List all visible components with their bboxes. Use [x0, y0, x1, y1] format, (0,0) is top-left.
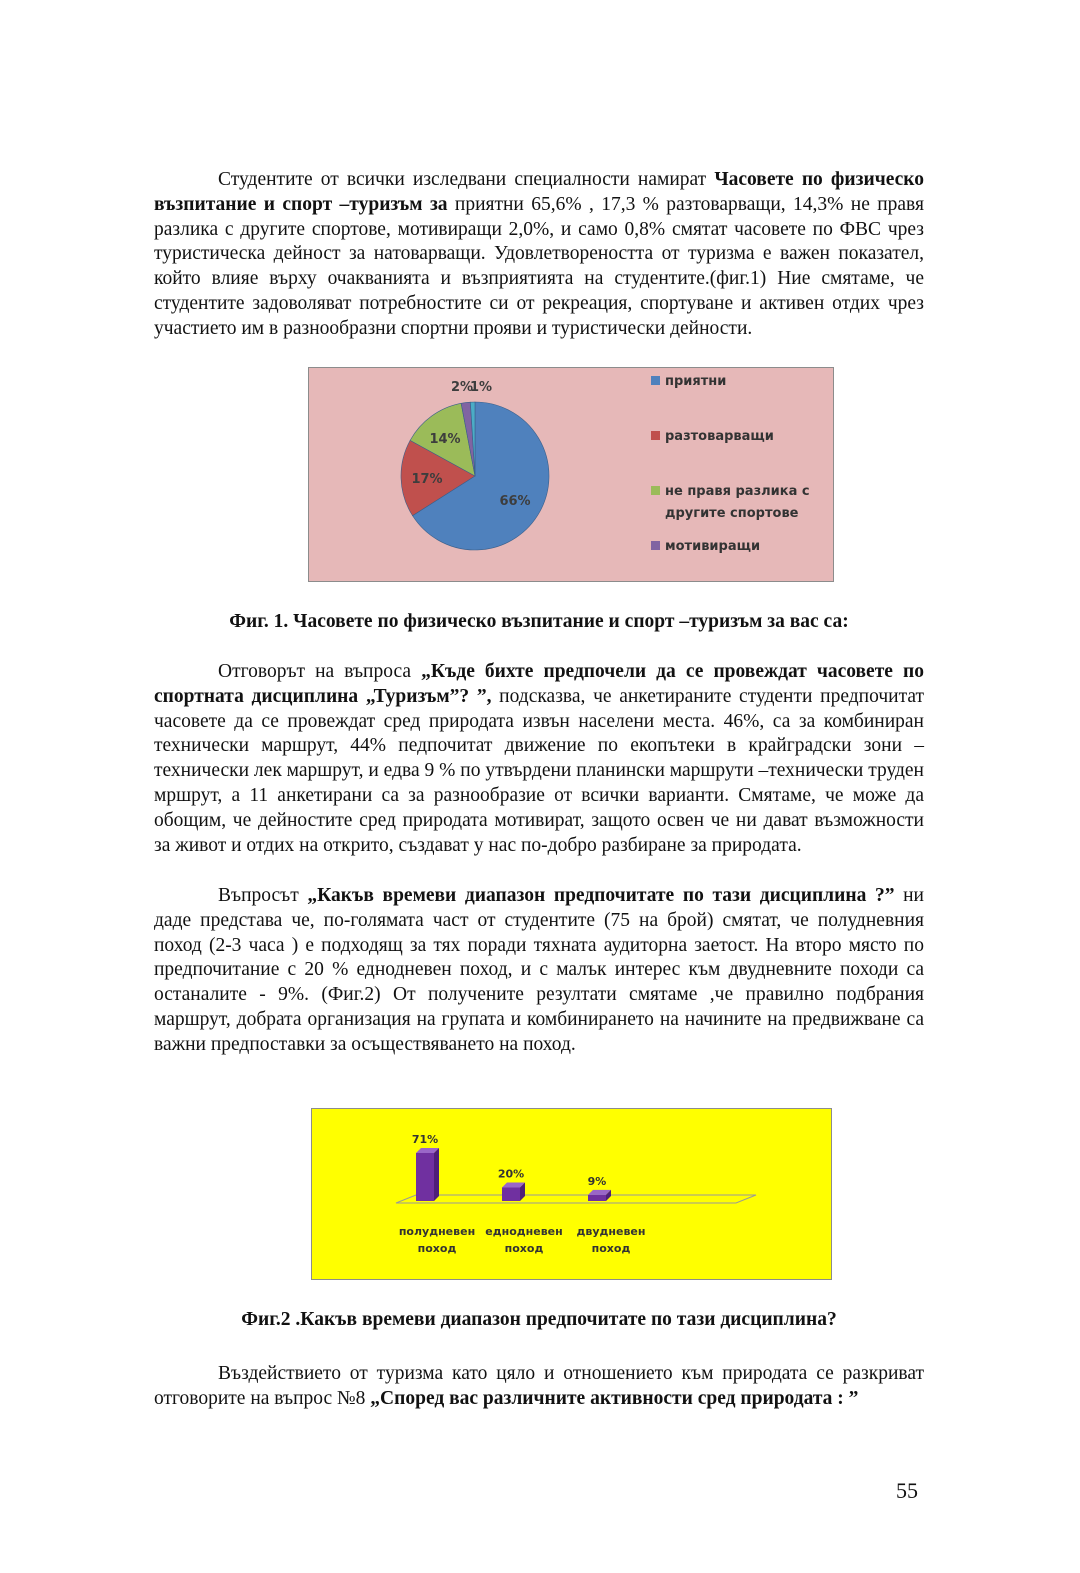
figure-2-bar-chart [311, 1108, 832, 1280]
paragraph-2-text-a: Отговорът на въпроса [218, 661, 422, 682]
paragraph-3-text-b: ни даде представа че, по-голямата част от студентите (75 на брой) смятат, че полудневния поход (2-3 часа ) е подходящ за тях поради тяхната аудиторна заетост. На второ място по предпочитание с 20 % еднодневен поход, и с малък интерес към двудневните походи са останалите - 9%. (Фиг.2) От получените резултати смятаме ,че правилно подбрания маршрут, добрата организация на групата и комбинирането на начините на предвижване са важни предпоставки за осъществяването на поход. [154, 885, 924, 1055]
pie-data-label: 14% [429, 432, 461, 447]
legend-label: мотивиращи [665, 539, 761, 554]
bar-category-label: двудневен [576, 1225, 646, 1238]
paragraph-3-text-a: Въпросът [218, 885, 308, 906]
bar-front [588, 1195, 606, 1201]
paragraph-1 [154, 168, 924, 342]
figure-1-caption: Фиг. 1. Часовете по физическо възпитание и спорт –туризъм за вас са: [229, 611, 849, 632]
paragraph-3 [154, 884, 924, 1058]
bar-category-label: поход [504, 1242, 544, 1255]
pie-chart-svg [309, 368, 833, 581]
bar-category-label: поход [417, 1242, 457, 1255]
paragraph-2-text-b: подсказва, че анкетираните студенти предпочитат часовете да се провеждат сред природата извън населени места. 46%, са за комбиниран технически маршрут, 44% педпочитат движение по екопътеки в крайградски зони – технически лек маршрут, и едва 9 % по утвърдени планински маршрути –технически труден мршрут, а 11 анкетирани са за разнообразие от всички варианти. Смятаме, че може да обощим, че дейностите сред природата мотивират, защото освен че ни дават възможности за живот и отдих на открито, създават у нас по-добро разбиране за природата. [154, 685, 924, 856]
paragraph-1-text-a: Студентите от всички изследвани специалности намират [218, 169, 715, 190]
figure-2-caption: Фиг.2 .Какъв времеви диапазон предпочитате по тази дисциплина? [241, 1309, 837, 1330]
paragraph-3-bold: „Какъв времеви диапазон предпочитате по тази дисциплина ?” [307, 885, 895, 906]
legend-swatch [651, 431, 660, 440]
paragraph-2-bold: „Къде бихте предпочели да се провеждат часовете по спортната дисциплина „Туризъм”? ”, [154, 661, 924, 707]
legend-label: приятни [665, 374, 727, 389]
chart-floor [396, 1195, 756, 1203]
bar-side [434, 1148, 439, 1201]
bar-front [502, 1187, 520, 1201]
bar-front [416, 1153, 434, 1201]
paragraph-4 [154, 1362, 924, 1412]
bar-category-label: полудневен [398, 1225, 476, 1238]
paragraph-4-text-a: Въздействието от туризма като цяло и отношението към природата се разкриват отговорите на въпрос №8 [154, 1363, 924, 1409]
bar-category-label: поход [591, 1242, 631, 1255]
pie-data-label: 2% [450, 380, 474, 395]
bar-category-label: еднодневен [485, 1225, 563, 1238]
paragraph-4-bold: „Според вас различните активности сред природата : ” [370, 1387, 859, 1409]
legend-label: разтоварващи [665, 429, 774, 444]
bar-data-label: 20% [497, 1167, 525, 1181]
legend-swatch [651, 541, 660, 550]
bar-data-label: 71% [411, 1133, 439, 1146]
bar-data-label: 9% [587, 1174, 607, 1188]
legend-swatch [651, 376, 660, 385]
pie-data-label: 17% [411, 472, 443, 487]
legend-label: не правя разлика с [665, 484, 810, 499]
legend-swatch [651, 486, 660, 495]
paragraph-1-bold: Часовете по физическо възпитание и спорт –туризъм за [154, 169, 924, 215]
figure-1-pie-chart [308, 367, 834, 582]
pie-data-label: 66% [499, 494, 531, 509]
paragraph-1-text-b: приятни 65,6% , 17,3 % разтоварващи, 14,3% не правя разлика с другите спортове, мотивиращи 2,0%, и само 0,8% смятат часовете по ФВС чрез туристическа дейност за натоварващи. Удовлетвореността от туризма е важен показател, който влияе върху очакванията и възприятията на студентите.(фиг.1) Ние смятаме, че студентите задоволяват потребностите си от рекреация, спортуване и активен отдих чрез участието им в разнообразни спортни прояви и туристически дейности. [154, 193, 924, 339]
page-number: 55 [896, 1478, 918, 1503]
bar-chart-svg [312, 1109, 831, 1279]
paragraph-2 [154, 660, 924, 858]
pie-data-label: 1% [469, 380, 493, 395]
legend-label: другите спортове [665, 506, 799, 521]
